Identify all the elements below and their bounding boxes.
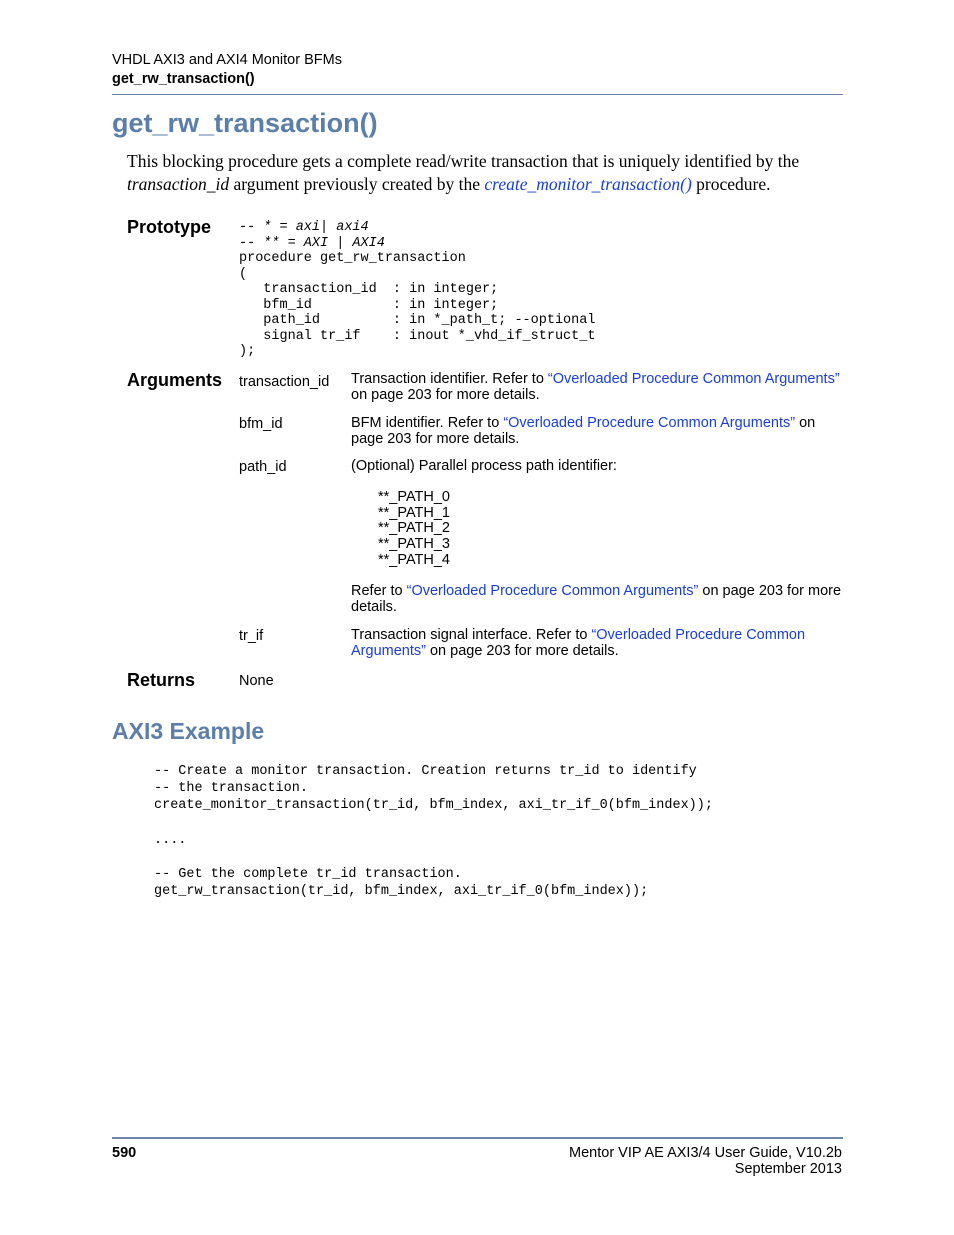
arg-desc-path-id: (Optional) Parallel process path identifier: (351, 458, 617, 474)
intro-text-1: This blocking procedure gets a complete read/write transaction that is uniquely identified by the (127, 151, 800, 171)
overloaded-args-link[interactable]: “Overloaded Procedure Common Arguments” (351, 627, 806, 659)
arg-name-path-id: path_id (239, 459, 287, 475)
intro-paragraph (127, 150, 843, 195)
example-line: get_rw_transaction(tr_id, bfm_index, axi_tr_if_0(bfm_index)); (154, 884, 649, 900)
footer-info (569, 1145, 842, 1177)
example-line (154, 815, 713, 832)
running-header-topic: get_rw_transaction() (112, 71, 255, 87)
returns-label: Returns (127, 670, 196, 690)
intro-arg: transaction_id (127, 173, 230, 194)
arg-desc-transaction-id: Transaction identifier. Refer to “Overloaded Procedure Common Arguments” on page 203 for more details. (351, 371, 840, 403)
prototype-line: -- ** = AXI | AXI4 (239, 235, 385, 251)
prototype-line: signal tr_if : inout *_vhd_if_struct_t (239, 328, 596, 344)
page-title: get_rw_transaction() (112, 108, 378, 138)
arg-name-bfm-id: bfm_id (239, 416, 283, 432)
prototype-line: transaction_id : in integer; (239, 282, 499, 297)
arguments-label: Arguments (127, 370, 223, 390)
prototype-code (239, 220, 595, 360)
footer-date: September 2013 (734, 1161, 842, 1177)
path-item: **_PATH_1 (378, 504, 450, 521)
path-item: **_PATH_0 (378, 489, 450, 505)
page-number: 590 (112, 1145, 137, 1161)
running-header-section: VHDL AXI3 and AXI4 Monitor BFMs (112, 52, 342, 68)
example-line: .... (154, 832, 187, 848)
example-line: -- Get the complete tr_id transaction. (154, 867, 462, 883)
example-line: create_monitor_transaction(tr_id, bfm_index, axi_tr_if_0(bfm_index)); (154, 798, 713, 814)
example-line: -- the transaction. (154, 781, 308, 797)
path-item: **_PATH_3 (378, 536, 450, 553)
prototype-line: -- * = axi| axi4 (239, 220, 369, 235)
header-rule (112, 94, 843, 95)
footer-rule (112, 1137, 843, 1139)
example-heading: AXI3 Example (112, 718, 265, 744)
arg-desc-path-id-refer: Refer to “Overloaded Procedure Common Arguments” on page 203 for more details. (351, 583, 842, 615)
intro-text-3: procedure. (691, 173, 771, 194)
create-monitor-transaction-link[interactable]: create_monitor_transaction() (484, 173, 692, 194)
example-code (154, 763, 713, 901)
prototype-line: path_id : in *_path_t; --optional (239, 313, 596, 328)
overloaded-args-link[interactable]: “Overloaded Procedure Common Arguments” (547, 371, 840, 387)
footer-guide: Mentor VIP AE AXI3/4 User Guide, V10.2b (569, 1145, 842, 1161)
overloaded-args-link[interactable]: “Overloaded Procedure Common Arguments” (406, 583, 699, 599)
prototype-label: Prototype (127, 217, 212, 237)
arg-name-tr-if: tr_if (239, 628, 264, 644)
arg-name-transaction-id: transaction_id (239, 374, 330, 390)
arg-desc-bfm-id: BFM identifier. Refer to “Overloaded Procedure Common Arguments” on page 203 for more details. (351, 415, 816, 447)
prototype-line: ( (239, 266, 248, 282)
prototype-line: procedure get_rw_transaction (239, 251, 466, 266)
path-list (378, 490, 450, 569)
prototype-line: bfm_id : in integer; (239, 297, 499, 313)
intro-text-2: argument previously created by the (229, 173, 485, 194)
path-item: **_PATH_4 (378, 551, 450, 568)
example-line: -- Create a monitor transaction. Creation returns tr_id to identify (154, 764, 697, 779)
example-line (154, 849, 713, 866)
prototype-line: ); (239, 344, 256, 359)
arg-desc-tr-if: Transaction signal interface. Refer to “Overloaded Procedure Common Arguments” on page 203 for more details. (351, 627, 806, 659)
overloaded-args-link[interactable]: “Overloaded Procedure Common Arguments” (503, 415, 796, 431)
returns-value: None (239, 673, 274, 689)
path-item: **_PATH_2 (378, 520, 450, 537)
